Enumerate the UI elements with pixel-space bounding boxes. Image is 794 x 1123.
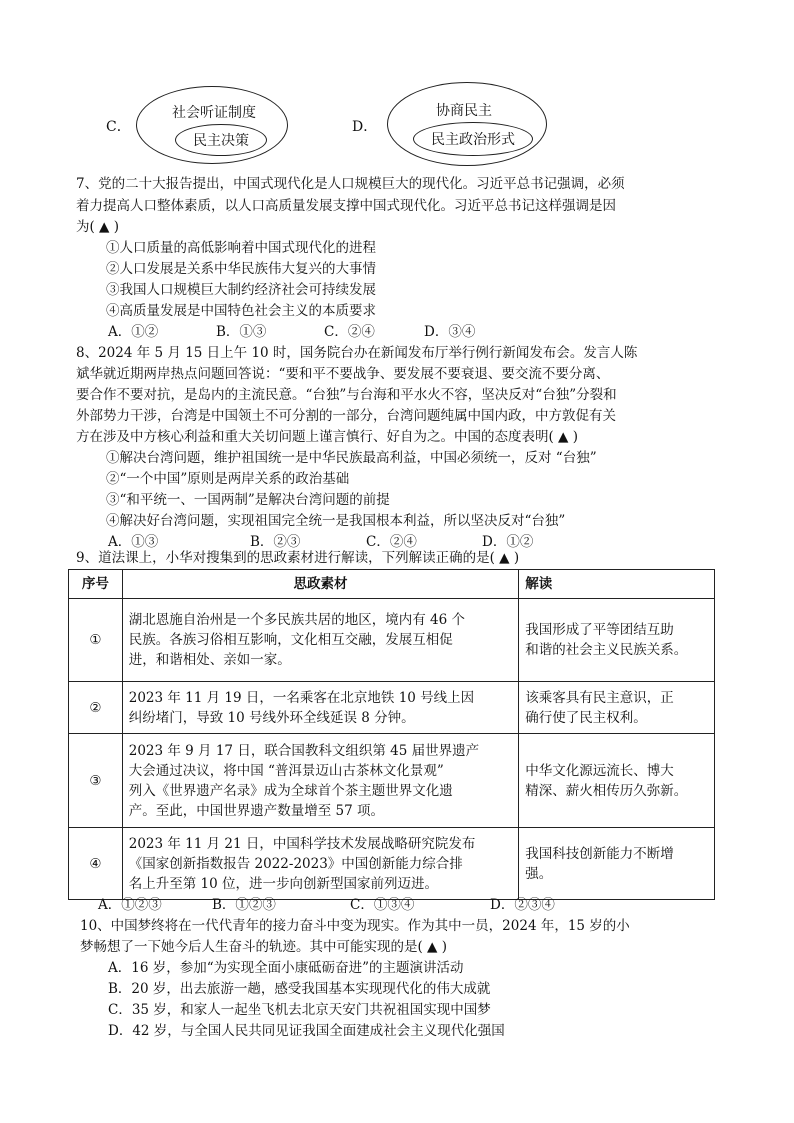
header-reading: 解读: [519, 570, 715, 599]
row-number: ②: [69, 682, 123, 734]
table-row: [69, 682, 715, 734]
row-number: ③: [69, 734, 123, 828]
q7-choice-d: D．③④: [424, 324, 476, 340]
q7-choice-c: C．②④: [324, 324, 375, 340]
q8-stem-line: 外部势力干涉，台湾是中国领土不可分割的一部分，台湾问题纯属中国内政，中方敦促有关: [76, 408, 616, 424]
inner-ellipse-label: 民主政治形式: [431, 132, 515, 148]
q8-choice-b: B．②③: [250, 534, 301, 550]
q8-choice-c: C．②④: [366, 534, 417, 550]
q7-item: ③我国人口规模巨大制约经济社会可持续发展: [106, 282, 376, 298]
material-line: 2023 年 11 月 21 日，中国科学技术发展战略研究院发布: [128, 835, 476, 852]
material-line: 进，和谐相处、亲如一家。: [128, 652, 291, 668]
q8-item: ①解决台湾问题，维护祖国统一是中华民族最高利益，中国必须统一，反对 “台独”: [106, 450, 597, 466]
q7-stem-line: 着力提高人口整体素质，以人口高质量发展支撑中国式现代化。习近平总书记这样强调是因: [76, 198, 616, 214]
q10-stem-line: 梦畅想了一下她今后人生奋斗的轨迹。其中可能实现的是( ▲ ): [80, 939, 447, 955]
reading-line: 精深、薪火相传历久弥新。: [525, 782, 688, 799]
option-c-letter: C．: [106, 119, 131, 135]
reading-line: 我国科技创新能力不断增: [525, 845, 674, 862]
material-line: 大会通过决议，将中国 “普洱景迈山古茶林文化景观”: [128, 762, 444, 779]
q7-stem-line: 7、党的二十大报告提出，中国式现代化是人口规模巨大的现代化。习近平总书记强调，必须: [76, 176, 625, 192]
q8-item: ③“和平统一、一国两制”是解决台湾问题的前提: [106, 492, 390, 508]
material-line: 《国家创新指数报告 2022-2023》中国创新能力综合排: [128, 855, 463, 872]
row-material: [122, 682, 519, 734]
q10-choice-a: A．16 岁，参加“为实现全面小康砥砺奋进”的主题演讲活动: [108, 960, 464, 976]
row-number: ④: [69, 828, 123, 900]
q10-choice-b: B．20 岁，出去旅游一趟，感受我国基本实现现代化的伟大成就: [108, 981, 491, 997]
q8-stem-line: 方在涉及中方核心利益和重大关切问题上谨言慎行、好自为之。中国的态度表明( ▲ ): [76, 429, 578, 445]
header-material: 思政素材: [122, 570, 519, 599]
q8-item: ②“一个中国”原则是两岸关系的政治基础: [106, 471, 350, 487]
material-line: 2023 年 11 月 19 日，一名乘客在北京地铁 10 号线上因: [128, 689, 475, 706]
q9-choice-c: C．①③④: [350, 897, 415, 913]
q8-stem-line: 斌华就近期两岸热点问题回答说：“要和平不要战争、要发展不要衰退、要交流不要分离、: [76, 366, 610, 382]
inner-ellipse: [175, 124, 267, 156]
reading-line: 强。: [525, 865, 553, 882]
row-reading: [519, 734, 715, 828]
material-line: 湖北恩施自治州是一个多民族共居的地区，境内有 46 个: [128, 612, 465, 628]
material-line: 民族。各族习俗相互影响，文化相互交融，发展互相促: [128, 632, 453, 648]
outer-ellipse-label: 社会听证制度: [172, 105, 256, 121]
table-row: [69, 599, 715, 682]
q8-item: ④解决好台湾问题，实现祖国完全统一是我国根本利益，所以坚决反对“台独”: [106, 513, 566, 529]
q9-choice-a: A．①②③: [98, 897, 162, 913]
reading-line: 中华文化源远流长、博大: [525, 762, 674, 779]
row-number: ①: [69, 599, 123, 682]
table-row: [69, 734, 715, 828]
q9-choice-d: D．②③④: [490, 897, 555, 913]
outer-ellipse-label: 协商民主: [436, 103, 492, 119]
header-number: 序号: [69, 570, 123, 599]
row-material: [122, 734, 519, 828]
material-line: 2023 年 9 月 17 日，联合国教科文组织第 45 届世界遗产: [128, 742, 480, 759]
reading-line: 我国形成了平等团结互助: [525, 622, 674, 638]
option-d-letter: D．: [352, 119, 378, 135]
row-material: [122, 828, 519, 900]
row-reading: [519, 828, 715, 900]
q10-choice-d: D．42 岁，与全国人民共同见证我国全面建成社会主义现代化强国: [108, 1023, 505, 1039]
q8-choice-a: A．①③: [108, 534, 159, 550]
q7-choice-b: B．①③: [216, 324, 267, 340]
q8-stem-line: 8、2024 年 5 月 15 日上午 10 时，国务院台办在新闻发布厅举行例行新闻发布会。发言人陈: [76, 345, 638, 361]
q9-stem: 9、道法课上，小华对搜集到的思政素材进行解读，下列解读正确的是( ▲ ): [76, 550, 520, 566]
q8-choice-d: D．①②: [482, 534, 534, 550]
reading-line: 该乘客具有民主意识，正: [525, 689, 674, 706]
row-reading: [519, 682, 715, 734]
table-row: [69, 828, 715, 900]
material-line: 名上升至第 10 位，进一步向创新型国家前列迈进。: [128, 875, 438, 892]
q7-stem-line: 为( ▲ ): [76, 219, 119, 235]
materials-table: [68, 569, 715, 900]
q9-choice-b: B．①②③: [212, 897, 276, 913]
material-line: 产。至此，中国世界遗产数量增至 57 项。: [128, 802, 384, 819]
q7-item: ②人口发展是关系中华民族伟大复兴的大事情: [106, 261, 376, 277]
inner-ellipse-label: 民主决策: [193, 133, 249, 149]
table-header-row: [69, 570, 715, 599]
q7-item: ④高质量发展是中国特色社会主义的本质要求: [106, 303, 376, 319]
inner-ellipse: [413, 122, 533, 156]
q10-stem-line: 10、中国梦终将在一代代青年的接力奋斗中变为现实。作为其中一员，2024 年，15 岁的小: [80, 918, 630, 934]
reading-line: 确行使了民主权利。: [525, 709, 647, 726]
q7-item: ①人口质量的高低影响着中国式现代化的进程: [106, 240, 376, 256]
row-material: [122, 599, 519, 682]
reading-line: 和谐的社会主义民族关系。: [525, 642, 688, 658]
q10-choice-c: C．35 岁，和家人一起坐飞机去北京天安门共祝祖国实现中国梦: [108, 1002, 491, 1018]
material-line: 纠纷堵门，导致 10 号线外环全线延误 8 分钟。: [128, 709, 415, 726]
row-reading: [519, 599, 715, 682]
q8-stem-line: 要合作不要对抗，是岛内的主流民意。“台独”与台海和平水火不容，坚决反对“台独”分裂和: [76, 387, 617, 403]
q7-choice-a: A．①②: [108, 324, 159, 340]
material-line: 列入《世界遗产名录》成为全球首个茶主题世界文化遗: [128, 782, 453, 799]
